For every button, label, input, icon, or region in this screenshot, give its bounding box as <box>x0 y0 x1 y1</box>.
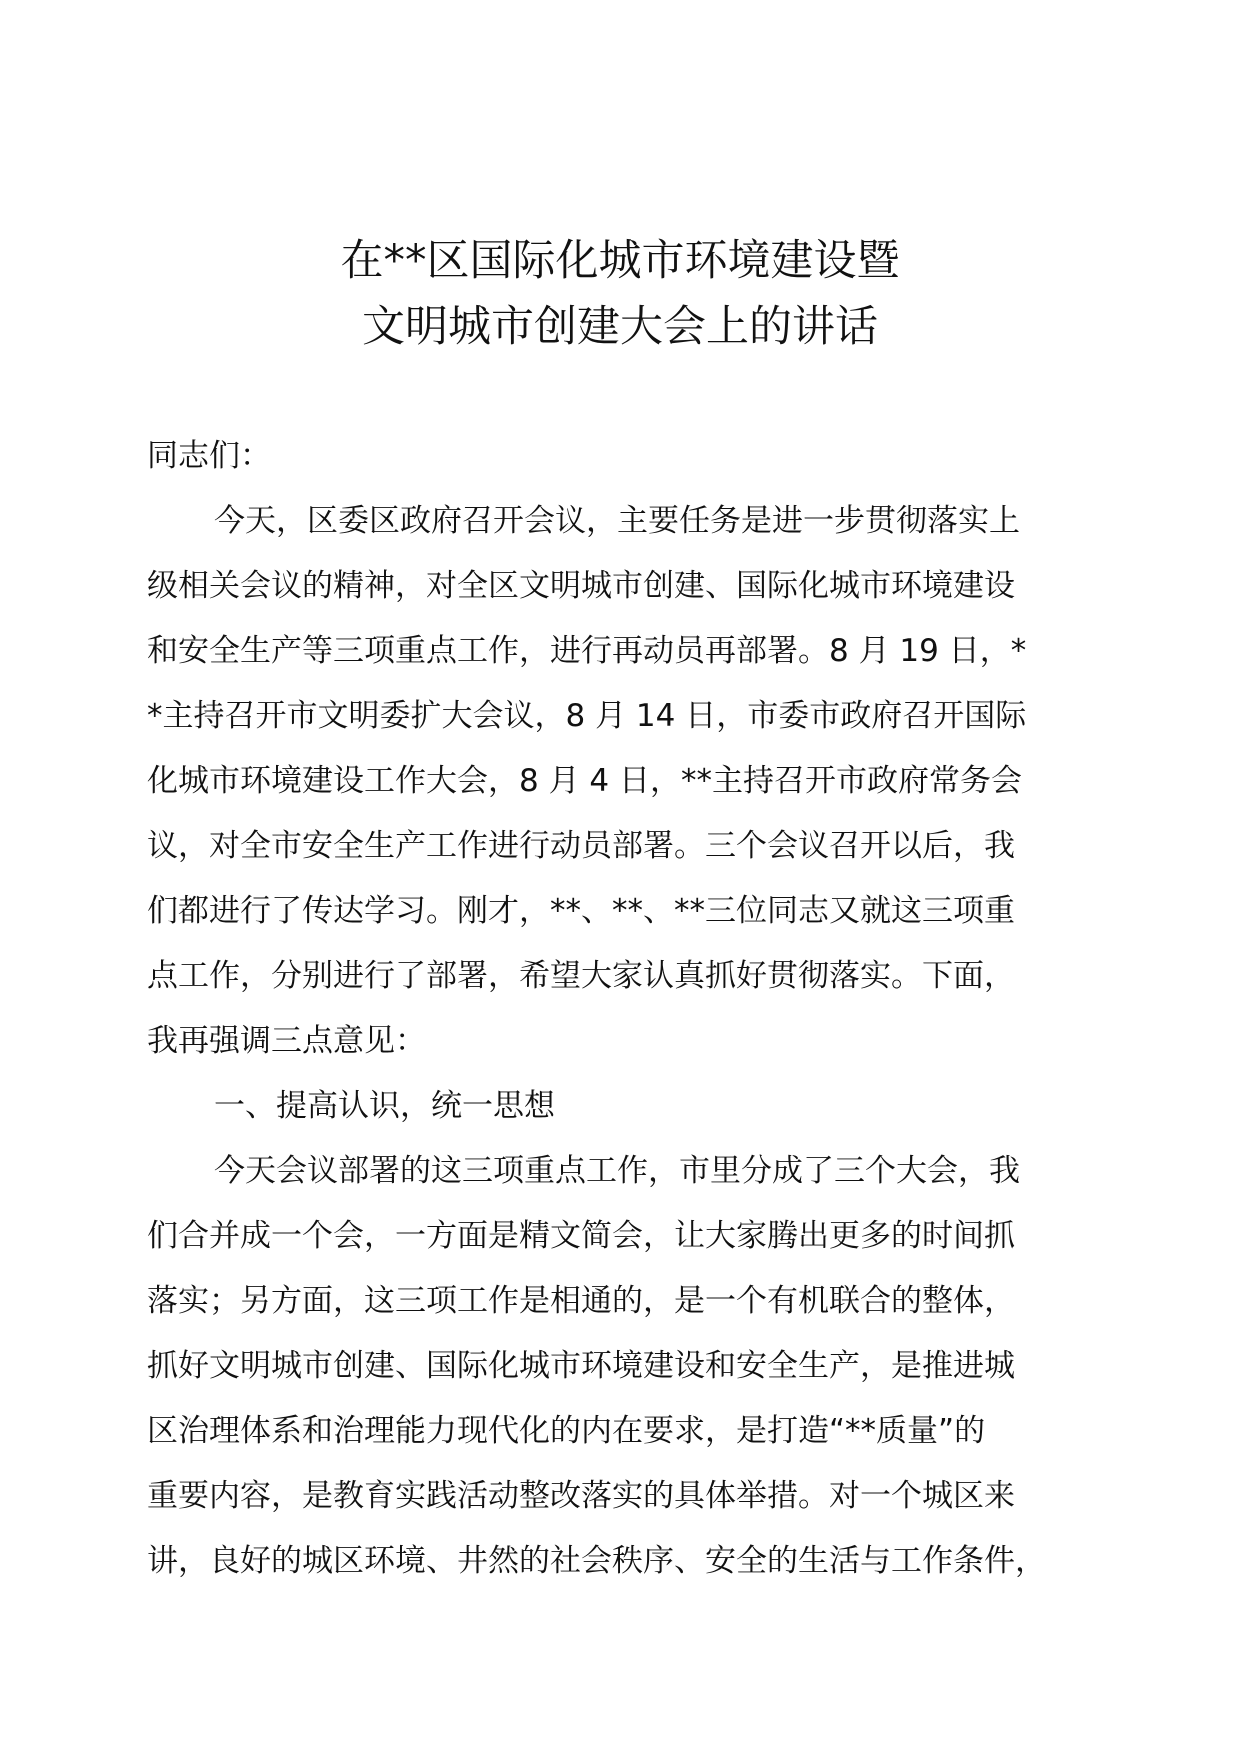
paragraph-line: 们都进行了传达学习。刚才，**、**、**三位同志又就这三项重 <box>147 893 1015 929</box>
paragraph-line: 我再强调三点意见： <box>147 1023 426 1059</box>
section-heading: 一、提高认识，统一思想 <box>214 1088 555 1124</box>
paragraph-line: 抓好文明城市创建、国际化城市环境建设和安全生产，是推进城 <box>147 1348 1015 1384</box>
paragraph-line: 们合并成一个会，一方面是精文简会，让大家腾出更多的时间抓 <box>147 1218 1015 1254</box>
paragraph-line: *主持召开市文明委扩大会议，8 月 14 日，市委市政府召开国际 <box>147 698 1027 734</box>
paragraph-line: 级相关会议的精神，对全区文明城市创建、国际化城市环境建设 <box>147 568 1015 604</box>
paragraph-line: 重要内容，是教育实践活动整改落实的具体举措。对一个城区来 <box>147 1478 1015 1514</box>
paragraph-line: 讲，良好的城区环境、井然的社会秩序、安全的生活与工作条件， <box>147 1543 1046 1579</box>
title-line-1: 在**区国际化城市环境建设暨 <box>340 236 900 286</box>
salutation: 同志们： <box>147 438 271 474</box>
document-title <box>0 228 1240 360</box>
paragraph-line: 议，对全市安全生产工作进行动员部署。三个会议召开以后，我 <box>147 828 1015 864</box>
paragraph-line: 区治理体系和治理能力现代化的内在要求，是打造“**质量”的 <box>147 1413 986 1449</box>
document-body <box>147 424 1107 1594</box>
paragraph-line: 点工作，分别进行了部署，希望大家认真抓好贯彻落实。下面， <box>147 958 1015 994</box>
paragraph-line: 化城市环境建设工作大会，8 月 4 日，**主持召开市政府常务会 <box>147 763 1023 799</box>
paragraph-line: 今天，区委区政府召开会议，主要任务是进一步贯彻落实上 <box>214 503 1020 539</box>
paragraph-line: 今天会议部署的这三项重点工作，市里分成了三个大会，我 <box>214 1153 1020 1189</box>
title-line-2: 文明城市创建大会上的讲话 <box>362 302 878 352</box>
paragraph-line: 落实；另方面，这三项工作是相通的，是一个有机联合的整体， <box>147 1283 1015 1319</box>
paragraph-line: 和安全生产等三项重点工作，进行再动员再部署。8 月 19 日，* <box>147 633 1027 669</box>
